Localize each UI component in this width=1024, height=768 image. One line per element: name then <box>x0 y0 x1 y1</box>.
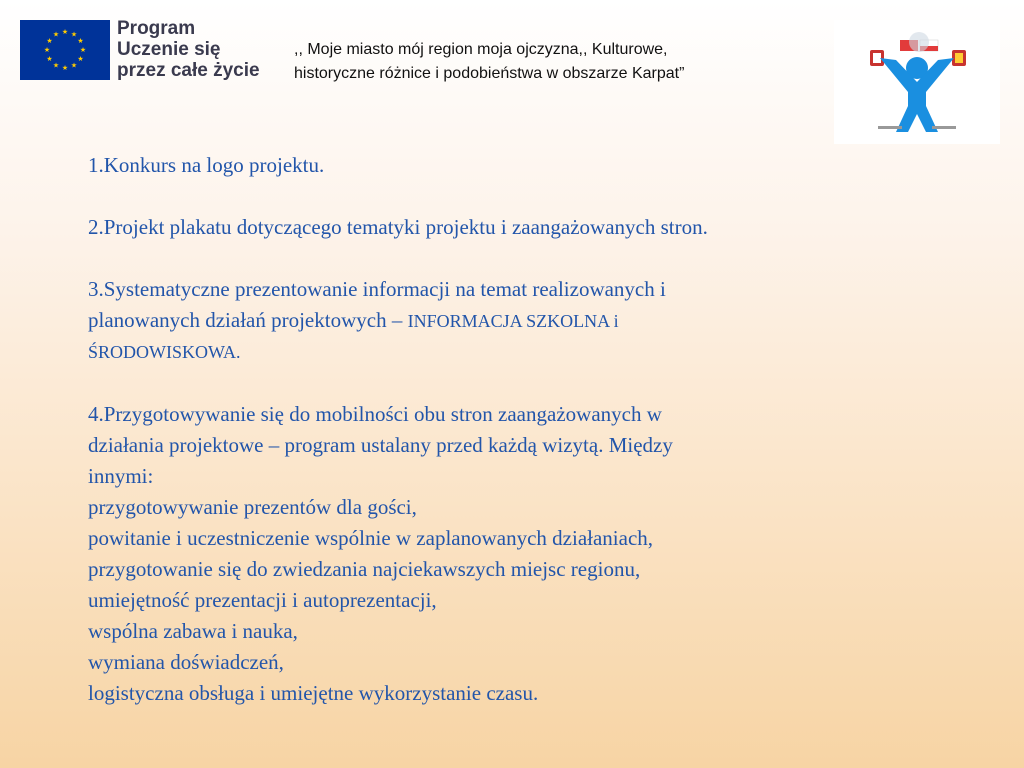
eu-program-line3: przez całe życie <box>117 60 260 81</box>
sub-item: wymiana doświadczeń, <box>88 650 284 674</box>
project-title-line1: ,, Moje miasto mój region moja ojczyzna,, Kulturowe, <box>294 41 668 58</box>
eu-program-logo <box>20 18 265 82</box>
svg-text:★: ★ <box>43 46 51 54</box>
list-item-4-line3: innymi: <box>88 464 154 488</box>
list-item-3-line2-text: planowanych działań projektowych – <box>88 308 408 332</box>
svg-text:★: ★ <box>70 30 78 39</box>
svg-text:★: ★ <box>52 30 60 39</box>
list-item-1: 1.Konkurs na logo projektu. <box>88 153 325 177</box>
sub-item: przygotowanie się do zwiedzania najciekawszych miejsc regionu, <box>88 557 641 581</box>
sub-item: powitanie i uczestniczenie wspólnie w zaplanowanych działaniach, <box>88 526 654 550</box>
list-item-2: 2.Projekt plakatu dotyczącego tematyki projektu i zaangażowanych stron. <box>88 215 708 239</box>
eu-program-line1: Program <box>117 18 196 39</box>
eu-program-line2: Uczenie się <box>117 39 221 60</box>
svg-text:★: ★ <box>77 37 84 45</box>
list-item-4-line1: 4.Przygotowywanie się do mobilności obu stron zaangażowanych w <box>88 402 662 426</box>
svg-text:★: ★ <box>61 28 69 36</box>
list-item-3-line1: 3.Systematyczne prezentowanie informacji na temat realizowanych i <box>88 277 666 301</box>
svg-text:★: ★ <box>46 37 53 45</box>
svg-text:★: ★ <box>61 64 69 72</box>
list-item-3-highlight: INFORMACJA SZKOLNA i <box>407 311 619 331</box>
content-body <box>88 150 988 709</box>
svg-text:★: ★ <box>52 61 60 70</box>
sub-item: przygotowywanie prezentów dla gości, <box>88 495 417 519</box>
list-item-4-line2: działania projektowe – program ustalany przed każdą wizytą. Między <box>88 433 673 457</box>
svg-text:★: ★ <box>46 55 53 63</box>
sub-item: umiejętność prezentacji i autoprezentacji, <box>88 588 437 612</box>
sub-item: logistyczna obsługa i umiejętne wykorzystanie czasu. <box>88 681 539 705</box>
svg-text:★: ★ <box>77 55 84 63</box>
project-title <box>294 38 814 86</box>
svg-text:★: ★ <box>70 61 78 70</box>
eu-flag-icon <box>20 20 110 80</box>
list-item-3-line3: ŚRODOWISKOWA. <box>88 342 241 362</box>
project-title-line2: historyczne różnice i podobieństwa w obszarze Karpat” <box>294 65 685 82</box>
sub-item: wspólna zabawa i nauka, <box>88 619 298 643</box>
svg-text:★: ★ <box>79 46 87 54</box>
list-item-3-line2 <box>88 305 988 337</box>
eu-program-text <box>117 18 260 81</box>
project-logo-icon <box>834 20 1000 144</box>
